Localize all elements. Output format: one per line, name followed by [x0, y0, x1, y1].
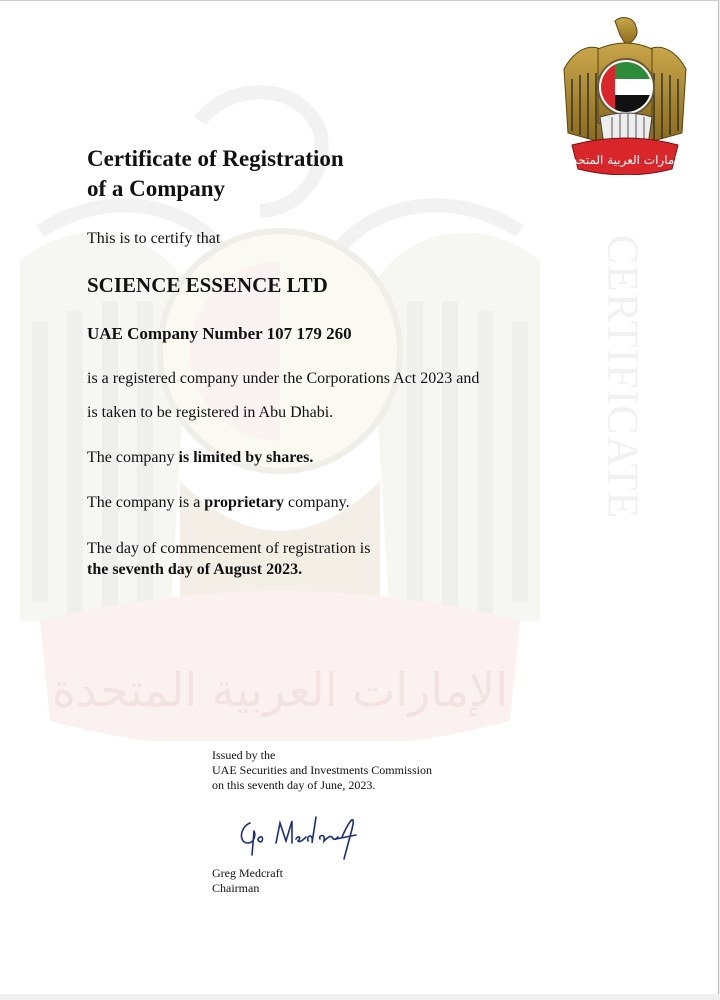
- limited-by-shares-text: The company is limited by shares.: [87, 449, 314, 466]
- signatory-name: Greg Medcraft: [212, 866, 283, 880]
- issuer-block: Issued by the UAE Securities and Investments Commission on this seventh day of June, 2023.: [212, 748, 432, 792]
- signatory-block: [212, 866, 283, 896]
- commencement-text: The day of commencement of registration is: [87, 540, 371, 557]
- uae-coat-of-arms-icon: [560, 13, 690, 175]
- company-name: SCIENCE ESSENCE LTD: [87, 273, 328, 297]
- signatory-title: Chairman: [212, 881, 260, 895]
- intro-text: This is to certify that: [87, 230, 221, 247]
- company-type-text: The company is a proprietary company.: [87, 494, 350, 511]
- svg-text:الإمارات العربية المتحدة: الإمارات العربية المتحدة: [51, 663, 509, 717]
- svg-text:الإمارات العربية المتحدة: الإمارات العربية المتحدة: [565, 153, 685, 167]
- certificate-title: Certificate of Registration of a Company: [87, 146, 344, 201]
- registration-line-2: is taken to be registered in Abu Dhabi.: [87, 404, 334, 421]
- registration-line-1: is a registered company under the Corporations Act 2023 and: [87, 370, 480, 387]
- signature-icon: [236, 809, 366, 861]
- certificate-watermark-text: CERTIFICATE: [598, 234, 648, 520]
- commencement-date: the seventh day of August 2023.: [87, 561, 303, 578]
- company-number: UAE Company Number 107 179 260: [87, 324, 352, 343]
